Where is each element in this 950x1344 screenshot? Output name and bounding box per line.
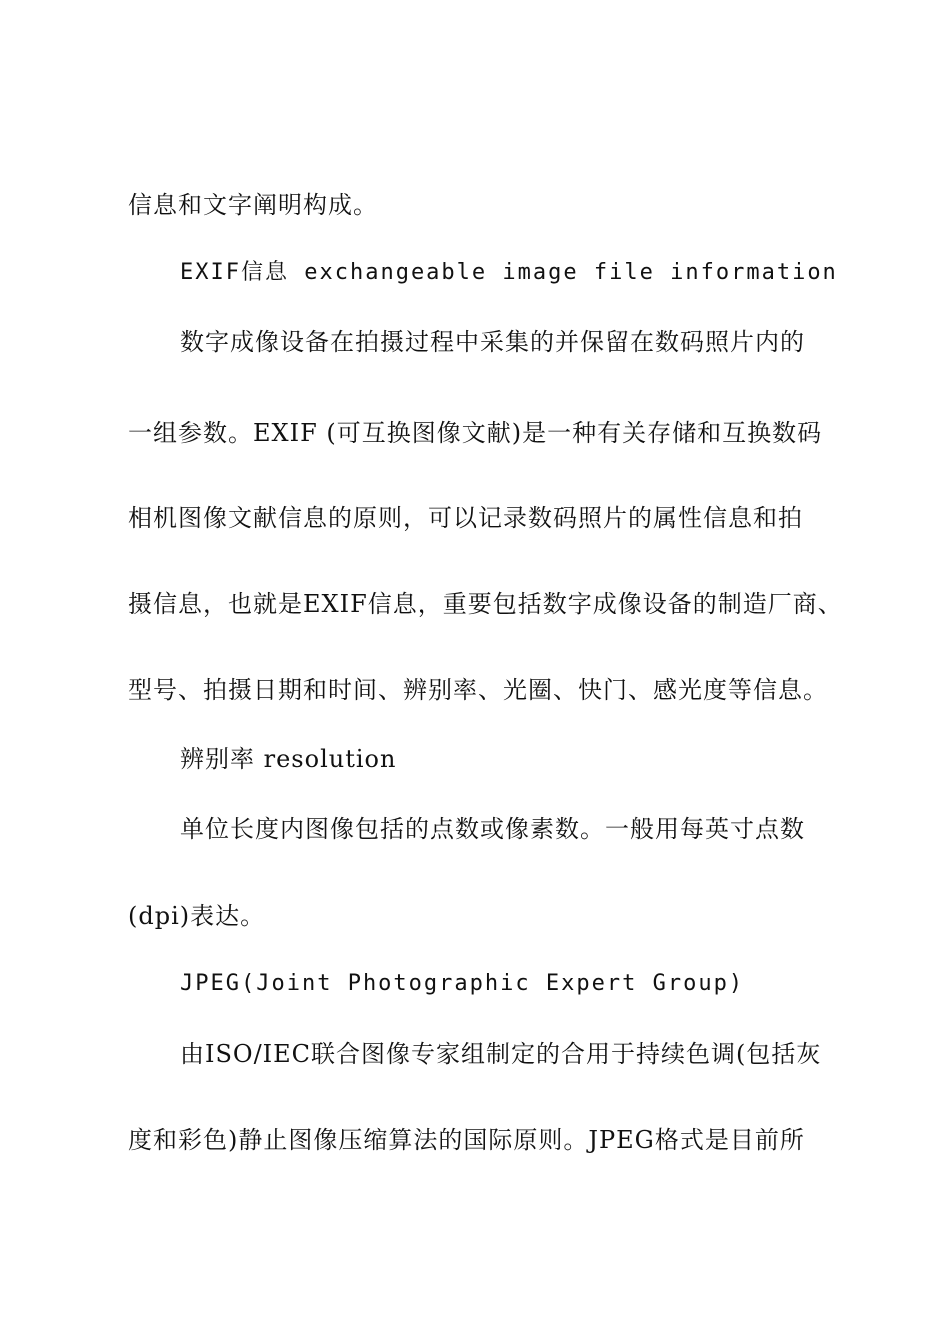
text-line-9: 单位长度内图像包括的点数或像素数。一般用每英寸点数 [180, 815, 805, 843]
text-line-4: 一组参数。EXIF (可互换图像文献)是一种有关存储和互换数码 [128, 419, 823, 447]
text-line-1: 信息和文字阐明构成。 [128, 191, 378, 219]
text-line-3: 数字成像设备在拍摄过程中采集的并保留在数码照片内的 [180, 328, 805, 356]
text-line-7: 型号、拍摄日期和时间、辨别率、光圈、快门、感光度等信息。 [128, 676, 828, 704]
term-heading-jpeg: JPEG(Joint Photographic Expert Group) [180, 971, 745, 996]
text-line-5: 相机图像文献信息的原则，可以记录数码照片的属性信息和拍 [128, 504, 803, 532]
text-line-13: 度和彩色)静止图像压缩算法的国际原则。JPEG格式是目前所 [128, 1126, 805, 1154]
term-heading-exif: EXIF信息 exchangeable image file information [180, 260, 838, 285]
text-line-12: 由ISO/IEC联合图像专家组制定的合用于持续色调(包括灰 [180, 1040, 822, 1068]
term-heading-resolution: 辨别率 resolution [180, 745, 397, 773]
text-line-10: (dpi)表达。 [128, 902, 266, 930]
text-line-6: 摄信息，也就是EXIF信息，重要包括数字成像设备的制造厂商、 [128, 590, 843, 618]
